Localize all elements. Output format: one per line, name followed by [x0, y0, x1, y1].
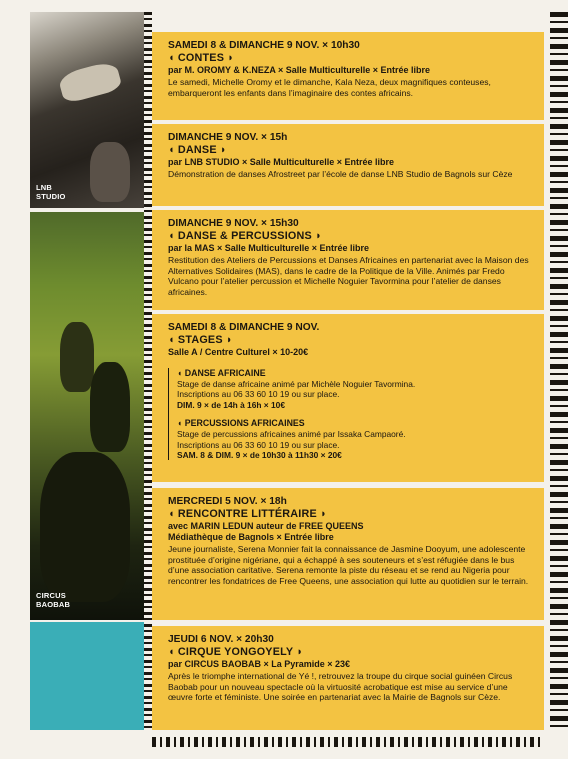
- event-subtitle: par M. OROMY & K.NEZA × Salle Multiculturelle × Entrée libre: [168, 65, 431, 75]
- event-title: ◖ DANSE ◗: [168, 144, 227, 156]
- stage-danse-africaine: [168, 368, 532, 460]
- event-card-stages: [152, 314, 544, 482]
- photo-credit-label: CIRCUS BAOBAB: [36, 591, 71, 609]
- event-venue: Salle A / Centre Culturel × 10-20€: [168, 347, 309, 357]
- stage-title: ◖ DANSE AFRICAINE: [177, 368, 266, 378]
- event-title: ◖ RENCONTRE LITTÉRAIRE ◗: [168, 508, 327, 520]
- event-title: ◖ CONTES ◗: [168, 52, 235, 64]
- pattern-strip-right: [550, 12, 568, 730]
- pattern-strip-bottom: [152, 737, 544, 747]
- pattern-strip-left: [144, 12, 152, 730]
- event-date: DIMANCHE 9 NOV. × 15h: [168, 132, 288, 143]
- acrobat-figure: [40, 452, 130, 602]
- event-card-danse: [152, 124, 544, 206]
- event-description: Après le triomphe international de Yé !, retrouvez la troupe du cirque social guinéen Circus Baobab pour un nouveau spectacle où la virtuosité acrobatique est mise au service d’une œuvre forte et féministe. Une soirée en partenariat avec la Mairie de Bagnols sur Cèze.: [168, 671, 513, 703]
- stage-registration: Inscriptions au 06 33 60 10 19 ou sur place.: [177, 389, 340, 400]
- event-description: Démonstration de danses Afrostreet par l’école de danse LNB Studio de Bagnols sur Cèze: [168, 169, 513, 179]
- event-description: Le samedi, Michelle Oromy et le dimanche, Kala Neza, deux magnifiques conteuses, embarqueront les enfants dans l’imaginaire des contes africains.: [168, 77, 491, 98]
- stage-title: ◖ PERCUSSIONS AFRICAINES: [177, 418, 305, 429]
- photo-lnb-studio: [30, 12, 144, 208]
- event-card-contes: [152, 32, 544, 120]
- event-card-cirque: [152, 626, 544, 730]
- stage-description: Stage de danse africaine animé par Michèle Noguier Tavormina.: [177, 379, 416, 389]
- event-title: ◖ STAGES ◗: [168, 334, 233, 346]
- stage-description: Stage de percussions africaines animé par Issaka Campaoré.: [177, 429, 406, 440]
- event-subtitle: par LNB STUDIO × Salle Multiculturelle × Entrée libre: [168, 157, 395, 167]
- event-date: JEUDI 6 NOV. × 20h30: [168, 634, 274, 645]
- event-venue: Médiathèque de Bagnols × Entrée libre: [168, 532, 334, 542]
- event-description: Restitution des Ateliers de Percussions et Danses Africaines en partenariat avec la Maison des Alternatives Solidaires (MAS), dans le cadre de la Politique de la Ville. Animés par Fredo Vulcano pour l’atelier percussion et Michelle Noguier Tavormina pour l’atelier de danses africaines.: [168, 255, 529, 297]
- event-subtitle: avec MARIN LEDUN auteur de FREE QUEENS: [168, 521, 364, 531]
- event-subtitle: par la MAS × Salle Multiculturelle × Entrée libre: [168, 243, 370, 253]
- event-card-rencontre: [152, 488, 544, 620]
- event-subtitle: par CIRCUS BAOBAB × La Pyramide × 23€: [168, 659, 351, 669]
- event-date: SAMEDI 8 & DIMANCHE 9 NOV.: [168, 322, 320, 333]
- acrobat-figure: [60, 322, 94, 392]
- stage-schedule: SAM. 8 & DIM. 9 × de 10h30 à 11h30 × 20€: [177, 450, 342, 461]
- dancer-figure: [90, 142, 130, 202]
- event-date: DIMANCHE 9 NOV. × 15h30: [168, 218, 299, 229]
- stage-schedule: DIM. 9 × de 14h à 16h × 10€: [177, 399, 285, 410]
- photo-circus-baobab: [30, 212, 144, 620]
- event-title: ◖ DANSE & PERCUSSIONS ◗: [168, 230, 322, 242]
- event-description: Jeune journaliste, Serena Monnier fait la connaissance de Jasmine Dooyum, une adolescente prostituée d’origine nigériane, qui a échappé à ses souteneurs et s’est réfugiée dans le bus d’une association caritative. Serena remonte la piste du réseau et se rend au Nigeria pour rencontrer les fondatrices de Free Queens, une association qui lutte au quotidien sur le terrain.: [168, 544, 529, 586]
- photo-credit-label: LNB STUDIO: [36, 183, 66, 201]
- acrobat-figure: [90, 362, 130, 452]
- event-date: MERCREDI 5 NOV. × 18h: [168, 496, 287, 507]
- dancer-figure: [57, 60, 123, 105]
- cyan-color-block: [30, 622, 146, 730]
- event-title: ◖ CIRQUE YONGOYELY ◗: [168, 646, 304, 658]
- event-date: SAMEDI 8 & DIMANCHE 9 NOV. × 10h30: [168, 40, 360, 51]
- stage-registration: Inscriptions au 06 33 60 10 19 ou sur place.: [177, 439, 340, 450]
- event-card-danse-percussions: [152, 210, 544, 310]
